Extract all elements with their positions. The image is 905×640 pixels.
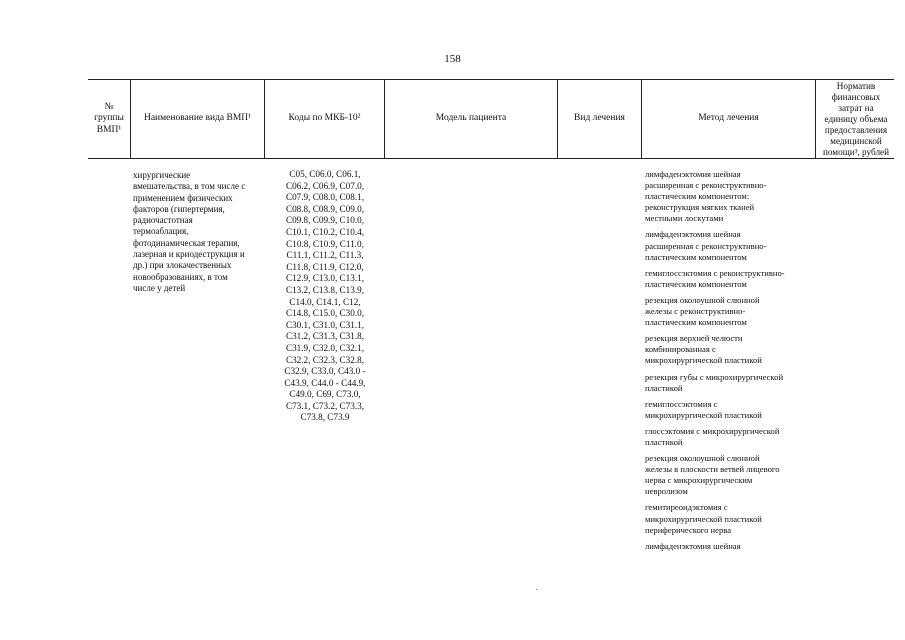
cell-icd-codes: C05, C06.0, C06.1, C06.2, C06.9, C07.0, C07.9, C08.0, C08.1, C08.8, C08.9, C09.0, C09.8, C09.9, C10.0, C10.1, C10.2, C10.4, C10.8, C10.9, C11.0, C11.1, C11.2, C11.3, C11.8, C11.9, C12.0, C12.9, C13.0, C13.1, C13.2, C13.8, C13.9, C14.0, C14.1, C12, C14.8, C15.0, C30.0, C30.1, C31.0, C31.1, C31.2, C31.3, C31.8, C31.9, C32.0, C32.1, C32.2, C32.3, C32.8, C32.9, C33.0, C43.0 - C43.9, C44.0 - C44.9, C49.0, C69, C73.0, C73.1, C73.2, C73.3, C73.8, C73.9 — [284, 169, 366, 423]
list-item: резекция верхней челюсти комбинированная с микрохирургической пластикой — [645, 333, 762, 366]
header-bottom-border — [88, 158, 894, 159]
cell-vmp-name: хирургические вмешательства, в том числе с применением физических факторов (гипертермия, радиочастотная термоаблация, фотодинамическая терапия, лазерная и криодеструкция и др.) при злокачественных новообразованиях, в том числе у детей — [133, 170, 246, 293]
list-item: резекция околоушной слюнной железы в плоскости ветвей лицевого нерва с микрохирургическим невролизом — [645, 453, 780, 497]
list-item: лимфаденэктомия шейная — [645, 540, 741, 551]
list-item: резекция околоушной слюнной железы с реконструктивно- пластическим компонентом — [645, 294, 760, 328]
header-patient-model: Модель пациента — [435, 113, 507, 124]
header-treatment-type: Вид лечения — [574, 113, 625, 124]
list-item: резекция губы с микрохирургической пластикой — [645, 371, 784, 393]
page-number: 158 — [444, 53, 461, 65]
list-item: гемиглоссэктомия с реконструктивно- пластическим компонентом — [645, 267, 785, 289]
list-item: глоссэктомия с микрохирургической пластикой — [645, 425, 780, 447]
list-item: лимфаденэктомия шейная расширенная с реконструктивно- пластическим компонентом — [645, 229, 767, 262]
list-item: гемитиреоидэктомия с микрохирургической пластикой периферического нерва — [645, 502, 762, 535]
header-group-number: № группы ВМП¹ — [94, 101, 124, 135]
header-treatment-method: Метод лечения — [698, 113, 759, 124]
header-icd-codes: Коды по МКБ-10² — [288, 113, 361, 124]
list-item: гемиглоссэктомия с микрохирургической пластикой — [645, 398, 762, 420]
scan-speck — [536, 589, 537, 590]
header-vmp-name: Наименование вида ВМП¹ — [143, 113, 252, 124]
header-financial-norm: Норматив финансовых затрат на единицу объема предоставления медицинской помощи³, рублей — [822, 80, 890, 157]
list-item: лимфаденэктомия шейная расширенная с реконструктивно- пластическим компонентом: реконструкция мягких тканей местными лоскутами — [645, 169, 767, 224]
cell-treatment-methods — [645, 169, 805, 557]
